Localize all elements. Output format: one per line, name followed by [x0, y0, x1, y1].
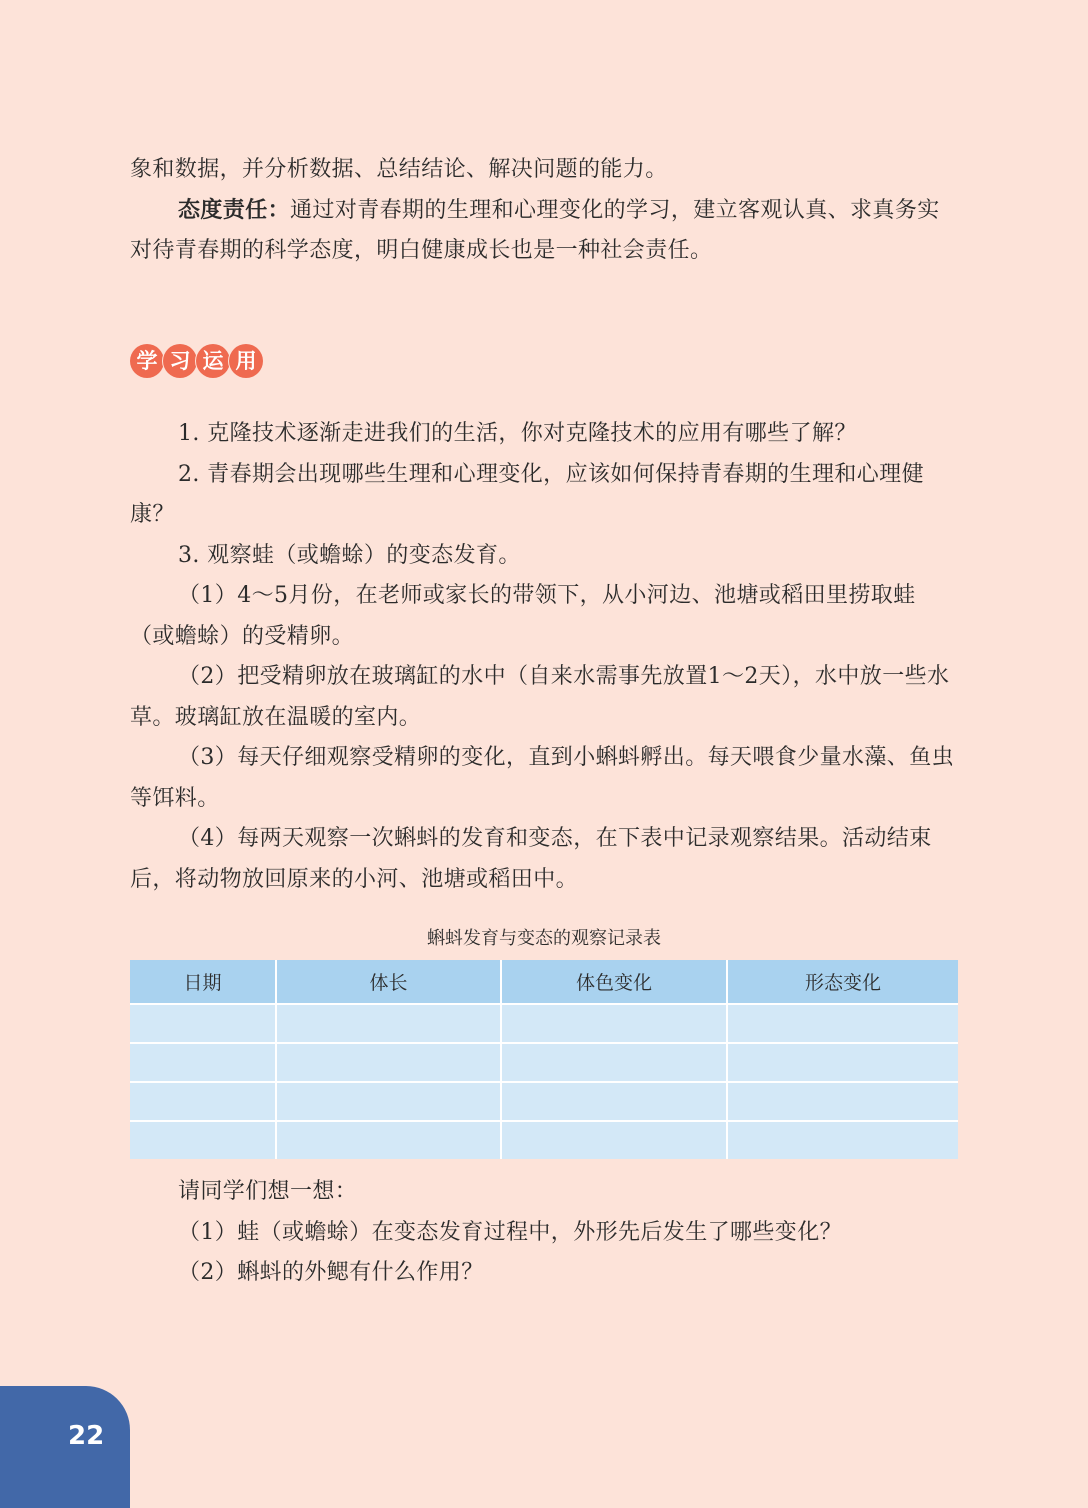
header-shape-change: 形态变化	[727, 960, 958, 1004]
page-number: 22	[68, 1421, 105, 1451]
step-1: （1）4～5月份，在老师或家长的带领下，从小河边、池塘或稻田里捞取蛙（或蟾蜍）的受精卵。	[130, 583, 916, 649]
question-list	[130, 414, 960, 900]
question-2: 2. 青春期会出现哪些生理和心理变化，应该如何保持青春期的生理和心理健康？	[130, 461, 924, 527]
attitude-text: 通过对青春期的生理和心理变化的学习，建立客观认真、求真务实对待青春期的科学态度，明白健康成长也是一种社会责任。	[130, 197, 940, 263]
step-2: （2）把受精卵放在玻璃缸的水中（自来水需事先放置1～2天），水中放一些水草。玻璃缸放在温暖的室内。	[130, 664, 950, 730]
table-cell	[276, 1082, 501, 1121]
section-title-char: 用	[229, 344, 263, 378]
section-title-char: 运	[196, 344, 230, 378]
think-prompt: 请同学们想一想：	[178, 1179, 358, 1204]
table-cell	[501, 1043, 727, 1082]
table-cell	[130, 1082, 276, 1121]
header-date: 日期	[130, 960, 276, 1004]
header-color-change: 体色变化	[501, 960, 727, 1004]
attitude-label: 态度责任：	[178, 197, 291, 223]
table-row	[130, 1121, 958, 1159]
table-cell	[276, 1004, 501, 1043]
header-length: 体长	[276, 960, 501, 1004]
table-caption: 蝌蚪发育与变态的观察记录表	[427, 928, 661, 949]
section-title-learn-apply	[130, 344, 262, 378]
table-row	[130, 1004, 958, 1043]
think-question-1: （1）蛙（或蟾蜍）在变态发育过程中，外形先后发生了哪些变化？	[178, 1219, 842, 1245]
table-cell	[727, 1004, 958, 1043]
table-cell	[727, 1082, 958, 1121]
table-cell	[276, 1121, 501, 1159]
table-cell	[130, 1121, 276, 1159]
table-cell	[727, 1043, 958, 1082]
table-row	[130, 1082, 958, 1121]
table-cell	[501, 1082, 727, 1121]
step-3: （3）每天仔细观察受精卵的变化，直到小蝌蚪孵出。每天喂食少量水藻、鱼虫等饵料。	[130, 745, 954, 811]
section-title-char: 学	[130, 344, 164, 378]
table-row	[130, 1043, 958, 1082]
table-cell	[276, 1043, 501, 1082]
attitude-paragraph	[130, 191, 960, 272]
question-1: 1. 克隆技术逐渐走进我们的生活，你对克隆技术的应用有哪些了解？	[178, 421, 857, 446]
think-questions	[178, 1172, 958, 1294]
table-header-row	[130, 960, 958, 1004]
question-3: 3. 观察蛙（或蟾蜍）的变态发育。	[178, 542, 521, 568]
table-cell	[130, 1043, 276, 1082]
table-cell	[727, 1121, 958, 1159]
table-cell	[130, 1004, 276, 1043]
step-4: （4）每两天观察一次蝌蚪的发育和变态，在下表中记录观察结果。活动结束后，将动物放回原来的小河、池塘或稻田中。	[130, 826, 932, 892]
table-cell	[501, 1004, 727, 1043]
think-question-2: （2）蝌蚪的外鳃有什么作用？	[178, 1260, 484, 1285]
table-cell	[501, 1121, 727, 1159]
observation-table	[130, 960, 958, 1159]
section-title-char: 习	[163, 344, 197, 378]
intro-text	[130, 150, 960, 272]
intro-line: 象和数据，并分析数据、总结结论、解决问题的能力。	[130, 157, 668, 182]
